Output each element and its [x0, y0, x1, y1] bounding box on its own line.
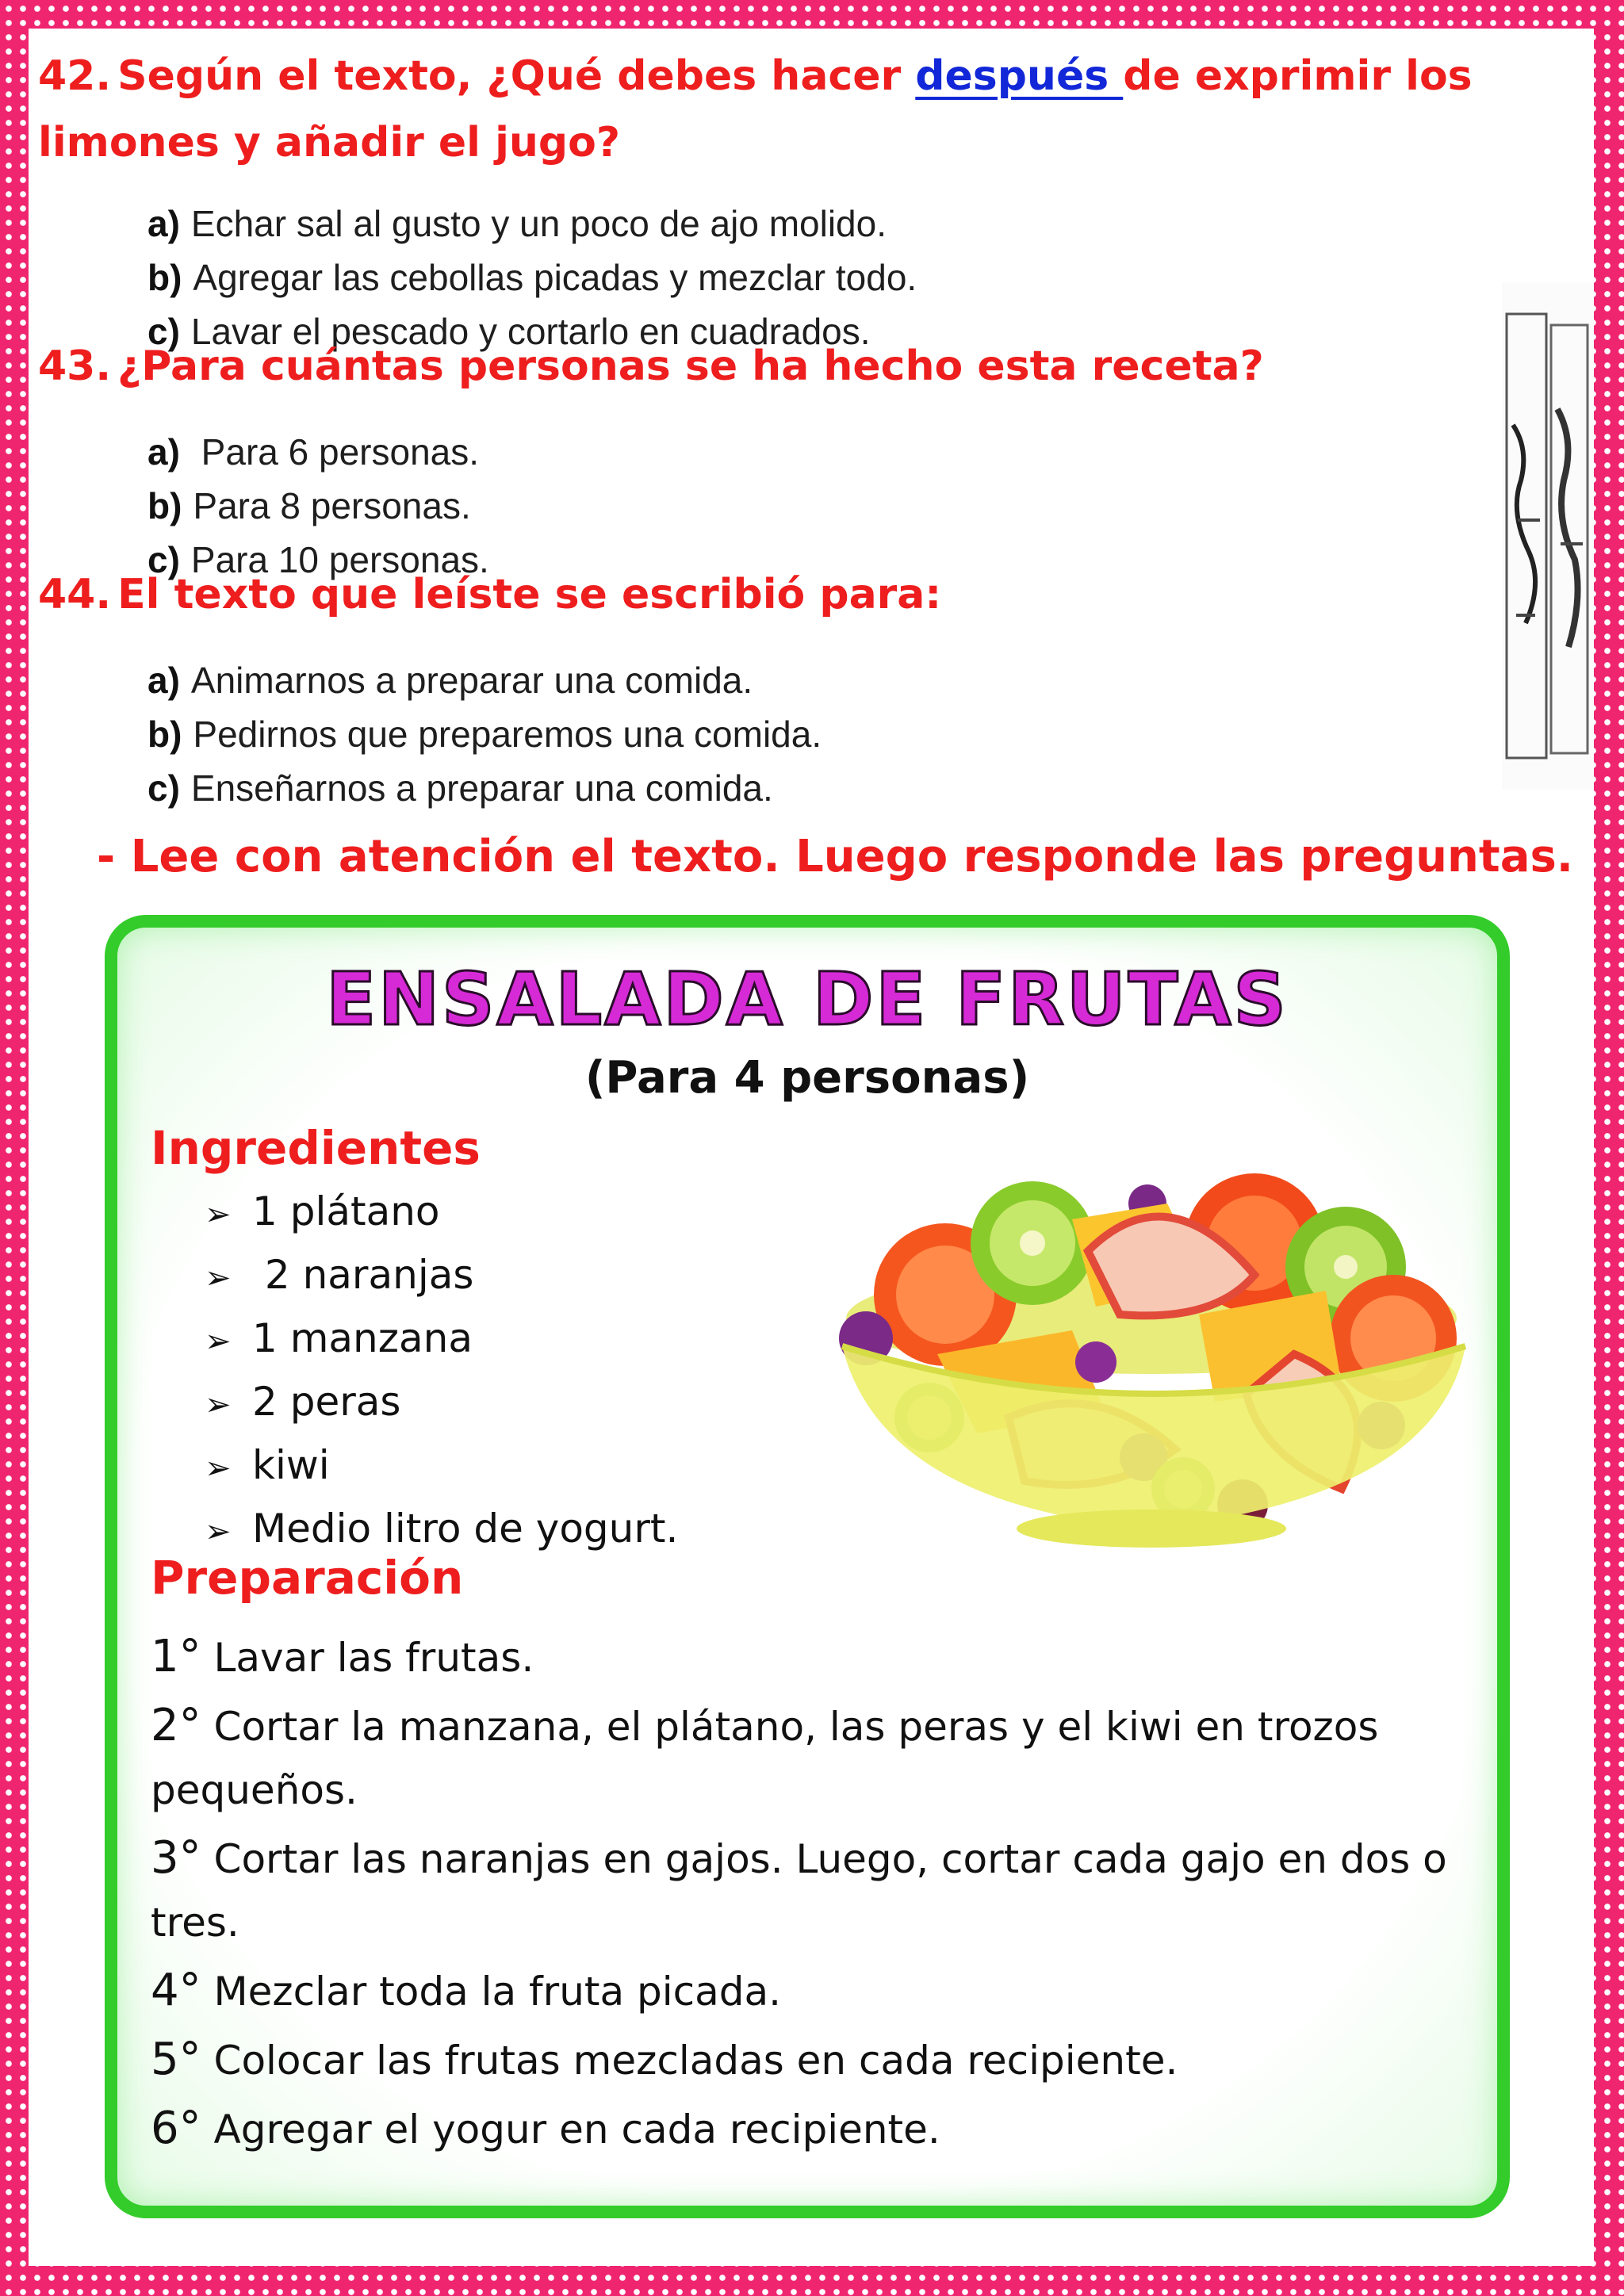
option-letter: c): [147, 311, 180, 352]
options-44: [147, 653, 822, 815]
option-letter: c): [147, 539, 180, 580]
option-text: Agregar las cebollas picadas y mezclar todo.: [193, 257, 917, 298]
step-item: [151, 1959, 1467, 2023]
reading-instruction: - Lee con atención el texto. Luego responde las preguntas.: [97, 831, 1574, 882]
question-number: 44.: [38, 571, 112, 618]
option-a: [147, 197, 917, 251]
question-text: El texto que leíste se escribió para:: [117, 571, 942, 618]
question-link[interactable]: después: [915, 52, 1124, 100]
option-letter: b): [147, 485, 182, 526]
option-letter: a): [147, 203, 180, 244]
ingredient-text: 2 naranjas: [252, 1252, 474, 1298]
step-item: [151, 2097, 1467, 2161]
recipe-card: [105, 915, 1510, 2218]
fruit-bowl-icon: [834, 1156, 1473, 1552]
step-text: Cortar la manzana, el plátano, las peras y el kiwi en trozos pequeños.: [151, 1704, 1379, 1813]
option-letter: b): [147, 257, 182, 298]
ingredient-text: 1 manzana: [252, 1315, 473, 1361]
question-44: [38, 561, 1565, 628]
option-text: Enseñarnos a preparar una comida.: [190, 767, 773, 809]
question-text: ¿Para cuántas personas se ha hecho esta receta?: [117, 342, 1264, 390]
worksheet-page: [29, 29, 1594, 2266]
arrow-bullet-icon: ➢: [205, 1387, 232, 1423]
option-letter: a): [147, 660, 180, 701]
preparation-steps: [151, 1625, 1467, 2166]
ingredient-text: 1 plátano: [252, 1188, 440, 1234]
option-a: [147, 653, 822, 707]
option-text: Animarnos a preparar una comida.: [190, 660, 753, 701]
ingredients-list: [205, 1181, 678, 1562]
option-text: Lavar el pescado y cortarlo en cuadrados.: [190, 311, 871, 352]
option-letter: b): [147, 714, 182, 755]
preparation-heading: Preparación: [151, 1551, 464, 1605]
arrow-bullet-icon: ➢: [205, 1196, 232, 1233]
option-text: Pedirnos que preparemos una comida.: [193, 714, 822, 755]
question-number: 43.: [38, 342, 112, 390]
option-b: [147, 707, 822, 761]
ingredients-heading: Ingredientes: [151, 1121, 481, 1175]
question-42: [38, 43, 1565, 176]
question-text-part: Según el texto, ¿Qué debes hacer: [117, 52, 916, 100]
option-letter: a): [147, 431, 180, 473]
ingredient-text: kiwi: [252, 1442, 330, 1488]
step-item: [151, 1827, 1467, 1954]
arrow-bullet-icon: ➢: [205, 1450, 232, 1487]
ingredient-item: [205, 1181, 678, 1245]
question-43: [38, 333, 1565, 400]
recipe-subtitle: (Para 4 personas): [584, 1052, 1030, 1104]
option-b: [147, 479, 489, 533]
ingredient-item: [205, 1435, 678, 1498]
option-c: [147, 761, 822, 815]
option-a: [147, 425, 489, 479]
option-text: Para 6 personas.: [190, 431, 480, 473]
step-number: 6°: [151, 2103, 201, 2154]
cropped-illustration-icon: [1502, 282, 1594, 790]
step-text: Agregar el yogur en cada recipiente.: [201, 2107, 940, 2152]
ingredient-item: [205, 1245, 678, 1308]
option-letter: c): [147, 767, 180, 809]
step-text: Colocar las frutas mezcladas en cada recipiente.: [201, 2038, 1178, 2084]
step-number: 5°: [151, 2034, 201, 2085]
step-text: Mezclar toda la fruta picada.: [201, 1969, 782, 2015]
step-number: 4°: [151, 1965, 201, 2016]
step-text: Lavar las frutas.: [201, 1635, 534, 1681]
step-text: Cortar las naranjas en gajos. Luego, cortar cada gajo en dos o tres.: [151, 1836, 1447, 1946]
option-b: [147, 251, 917, 304]
arrow-bullet-icon: ➢: [205, 1323, 232, 1360]
option-text: Echar sal al gusto y un poco de ajo molido.: [190, 203, 887, 244]
option-text: Para 8 personas.: [193, 485, 471, 526]
question-number: 42.: [38, 52, 112, 100]
ingredient-text: Medio litro de yogurt.: [252, 1506, 679, 1552]
question-text-part: de exprimir los limones y añadir el jugo?: [38, 52, 1473, 166]
step-item: [151, 1694, 1467, 1822]
step-item: [151, 1625, 1467, 1689]
step-number: 1°: [151, 1631, 201, 1682]
step-number: 2°: [151, 1700, 201, 1751]
recipe-title: ENSALADA DE FRUTAS: [326, 957, 1289, 1042]
step-item: [151, 2028, 1467, 2092]
arrow-bullet-icon: ➢: [205, 1260, 232, 1296]
ingredient-item: [205, 1372, 678, 1435]
ingredient-text: 2 peras: [252, 1379, 401, 1425]
step-number: 3°: [151, 1832, 201, 1884]
ingredient-item: [205, 1308, 678, 1372]
option-text: Para 10 personas.: [190, 539, 489, 580]
arrow-bullet-icon: ➢: [205, 1513, 232, 1550]
